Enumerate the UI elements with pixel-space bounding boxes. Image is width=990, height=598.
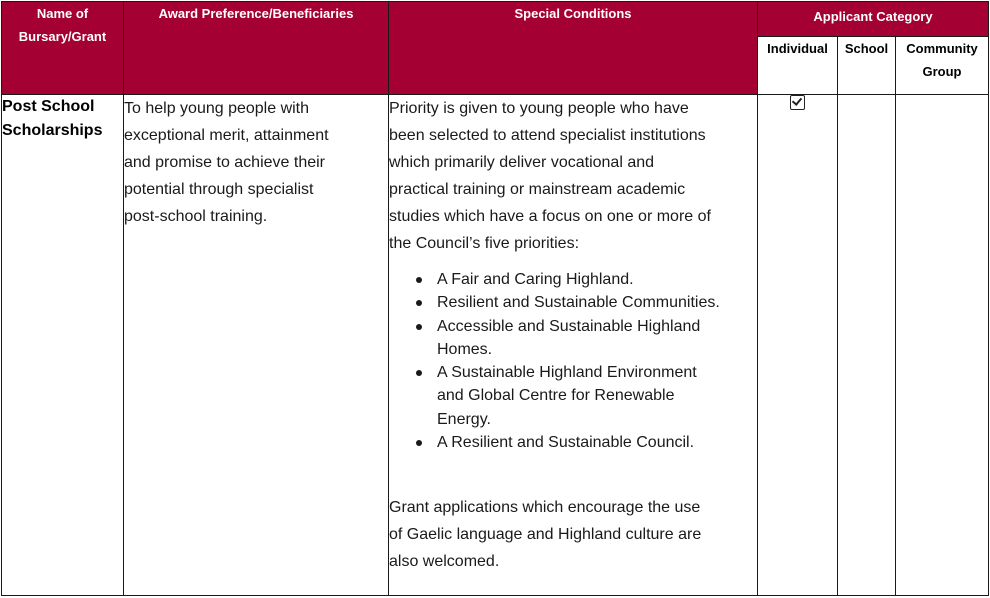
conditions-line: of Gaelic language and Highland culture are [389,526,702,544]
list-item [437,361,757,431]
conditions-line: Grant applications which encourage the use [389,499,701,517]
bullet-icon [416,300,422,306]
list-item [437,291,757,314]
checkmark-icon [792,95,802,106]
list-item [437,315,757,362]
community-group-cell [896,95,989,596]
priority-text: A Sustainable Highland Environment [437,364,697,382]
bullet-icon [416,277,422,283]
conditions-intro [389,95,757,257]
bursary-name-line: Scholarships [2,122,103,139]
school-cell [838,95,896,596]
priority-text: Resilient and Sustainable Communities. [437,294,720,312]
conditions-line: been selected to attend specialist institutions [389,127,706,144]
bursary-table [1,1,989,596]
priority-text: and Global Centre for Renewable [437,387,675,405]
header-community-group [896,37,989,95]
individual-cell [758,95,838,596]
bullet-icon [416,440,422,446]
conditions-line: Priority is given to young people who have [389,100,689,117]
bursary-name-line: Post School [2,98,95,115]
priorities-list [389,268,757,454]
award-line: potential through specialist [124,181,314,198]
priority-text: A Fair and Caring Highland. [437,271,634,288]
header-award: Award Preference/Beneficiaries [124,2,389,95]
header-individual: Individual [758,37,838,95]
list-item [437,268,757,291]
award-line: To help young people with [124,100,310,117]
conditions-line: also welcomed. [389,553,500,571]
conditions-line: practical training or mainstream academic [389,181,686,198]
conditions-line: which primarily deliver vocational and [389,154,655,171]
header-school: School [838,37,896,95]
priority-text: Energy. [437,410,491,428]
table-row [2,95,989,596]
conditions-outro [389,494,757,575]
award-description [124,95,389,596]
bullet-icon [416,370,422,376]
list-item [437,431,757,454]
award-line: post-school training. [124,208,268,225]
header-applicant-category: Applicant Category [758,2,989,37]
bursary-name [2,95,124,596]
header-name-line: Name of [36,6,89,21]
spacer [389,454,757,494]
header-community-line: Group [922,64,962,79]
bullet-icon [416,324,422,330]
header-community-line: Community [906,41,978,56]
award-line: and promise to achieve their [124,154,325,171]
special-conditions [389,95,758,596]
individual-checkbox-icon [790,95,805,110]
header-name [2,2,124,95]
award-line: exceptional merit, attainment [124,127,329,144]
header-name-line: Bursary/Grant [18,29,107,44]
priority-text: A Resilient and Sustainable Council. [437,434,695,452]
conditions-line: studies which have a focus on one or more of [389,208,711,225]
header-conditions: Special Conditions [389,2,758,95]
priority-text: Accessible and Sustainable Highland [437,317,701,335]
priority-text: Homes. [437,340,493,358]
conditions-line: the Council’s five priorities: [389,235,580,252]
